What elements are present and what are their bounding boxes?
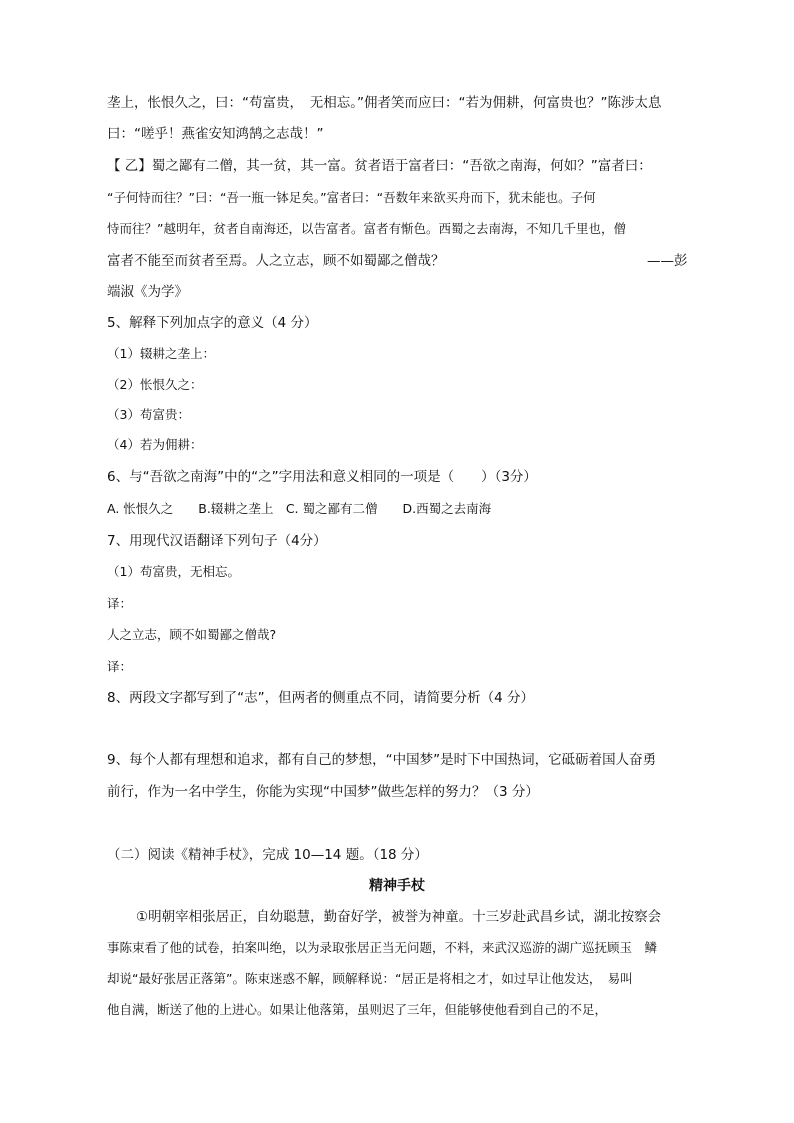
text-line: 【 乙】蜀之鄙有二僧，其一贫，其一富。贫者语于富者曰：“吾欲之南海，何如？”富者曰： (107, 158, 652, 174)
attribution: ——彭 (647, 253, 688, 269)
question-6: 6、与“吾欲之南海”中的“之”字用法和意义相同的一项是（ ）（3分） (107, 469, 537, 485)
text-line: 恃而往？”越明年，贫者自南海还，以告富者。富者有惭色。西蜀之去南海，不知几千里也，僧 (107, 221, 626, 236)
question-5: 5、解释下列加点字的意义（4 分） (107, 315, 318, 331)
question-5-3: （3）苟富贵： (107, 407, 190, 422)
paragraph-line: 事陈束看了他的试卷，拍案叫绝，以为录取张居正当无问题，不料，来武汉巡游的湖广巡抚顾玉 鳞 (107, 940, 658, 955)
text-line: 端淑《为学》 (107, 284, 188, 300)
q5-1-suffix: 上： (189, 346, 215, 361)
dotted-char: 垄 (177, 346, 190, 361)
q5-1-prefix: （1）辍耕 (107, 346, 165, 361)
text-line: “子何恃而往？”曰：“吾一瓶一钵足矣。”富者曰：“吾数年来欲买舟而下，犹未能也。子何 (107, 190, 596, 205)
question-9-cont: 前行，作为一名中学生，你能为实现“中国梦”做些怎样的努力？（3 分） (107, 784, 539, 800)
question-8: 8、两段文字都写到了“志”，但两者的侧重点不同，请简要分析（4 分） (107, 690, 534, 706)
question-7-1: （1）苟富贵，无相忘。 (107, 564, 240, 579)
article-title: 精神手杖 (369, 878, 425, 894)
dotted-char: 之 (164, 346, 178, 361)
paragraph-line: 他自满，断送了他的上进心。如果让他落第，虽则迟了三年，但能够使他看到自己的不足， (107, 1002, 608, 1017)
question-5-2: （2）怅恨久之： (107, 377, 203, 392)
question-5-1 (107, 344, 693, 364)
translation-label: 译： (107, 596, 133, 611)
question-5-4: （4）若为佣耕： (107, 437, 203, 452)
text-line: 垄上，怅恨久之，曰：“苟富贵， 无相忘。”佣者笑而应曰：“若为佣耕，何富贵也？”陈涉太息 (107, 95, 662, 111)
text-line-body: 富者不能至而贫者至焉。人之立志，顾不如蜀鄙之僧哉？ (107, 253, 445, 269)
question-7-2: 人之立志，顾不如蜀鄙之僧哉? (107, 627, 277, 642)
paragraph-line: 却说“最好张居正落第”。陈束迷惑不解，顾解释说：“居正是将相之才，如过早让他发达， 易叫 (107, 971, 633, 986)
question-9: 9、每个人都有理想和追求，都有自己的梦想，“中国梦”是时下中国热词，它砥砺着国人奋勇 (107, 752, 657, 768)
text-line (107, 251, 693, 271)
paragraph-line: ①明朝宰相张居正，自幼聪慧，勤奋好学，被誉为神童。十三岁赴武昌乡试，湖北按察会 (136, 909, 662, 925)
section-2-heading: （二）阅读《精神手杖》，完成 10—14 题。（18 分） (107, 847, 428, 863)
translation-label: 译： (107, 659, 133, 674)
question-7: 7、用现代汉语翻译下列句子（4分） (107, 533, 327, 549)
text-line: 曰：“嗟乎！燕雀安知鸿鹄之志哉！” (107, 126, 324, 142)
question-6-options: A. 怅恨久之 B.辍耕之垄上 C. 蜀之鄙有二僧 D.西蜀之去南海 (107, 501, 492, 516)
